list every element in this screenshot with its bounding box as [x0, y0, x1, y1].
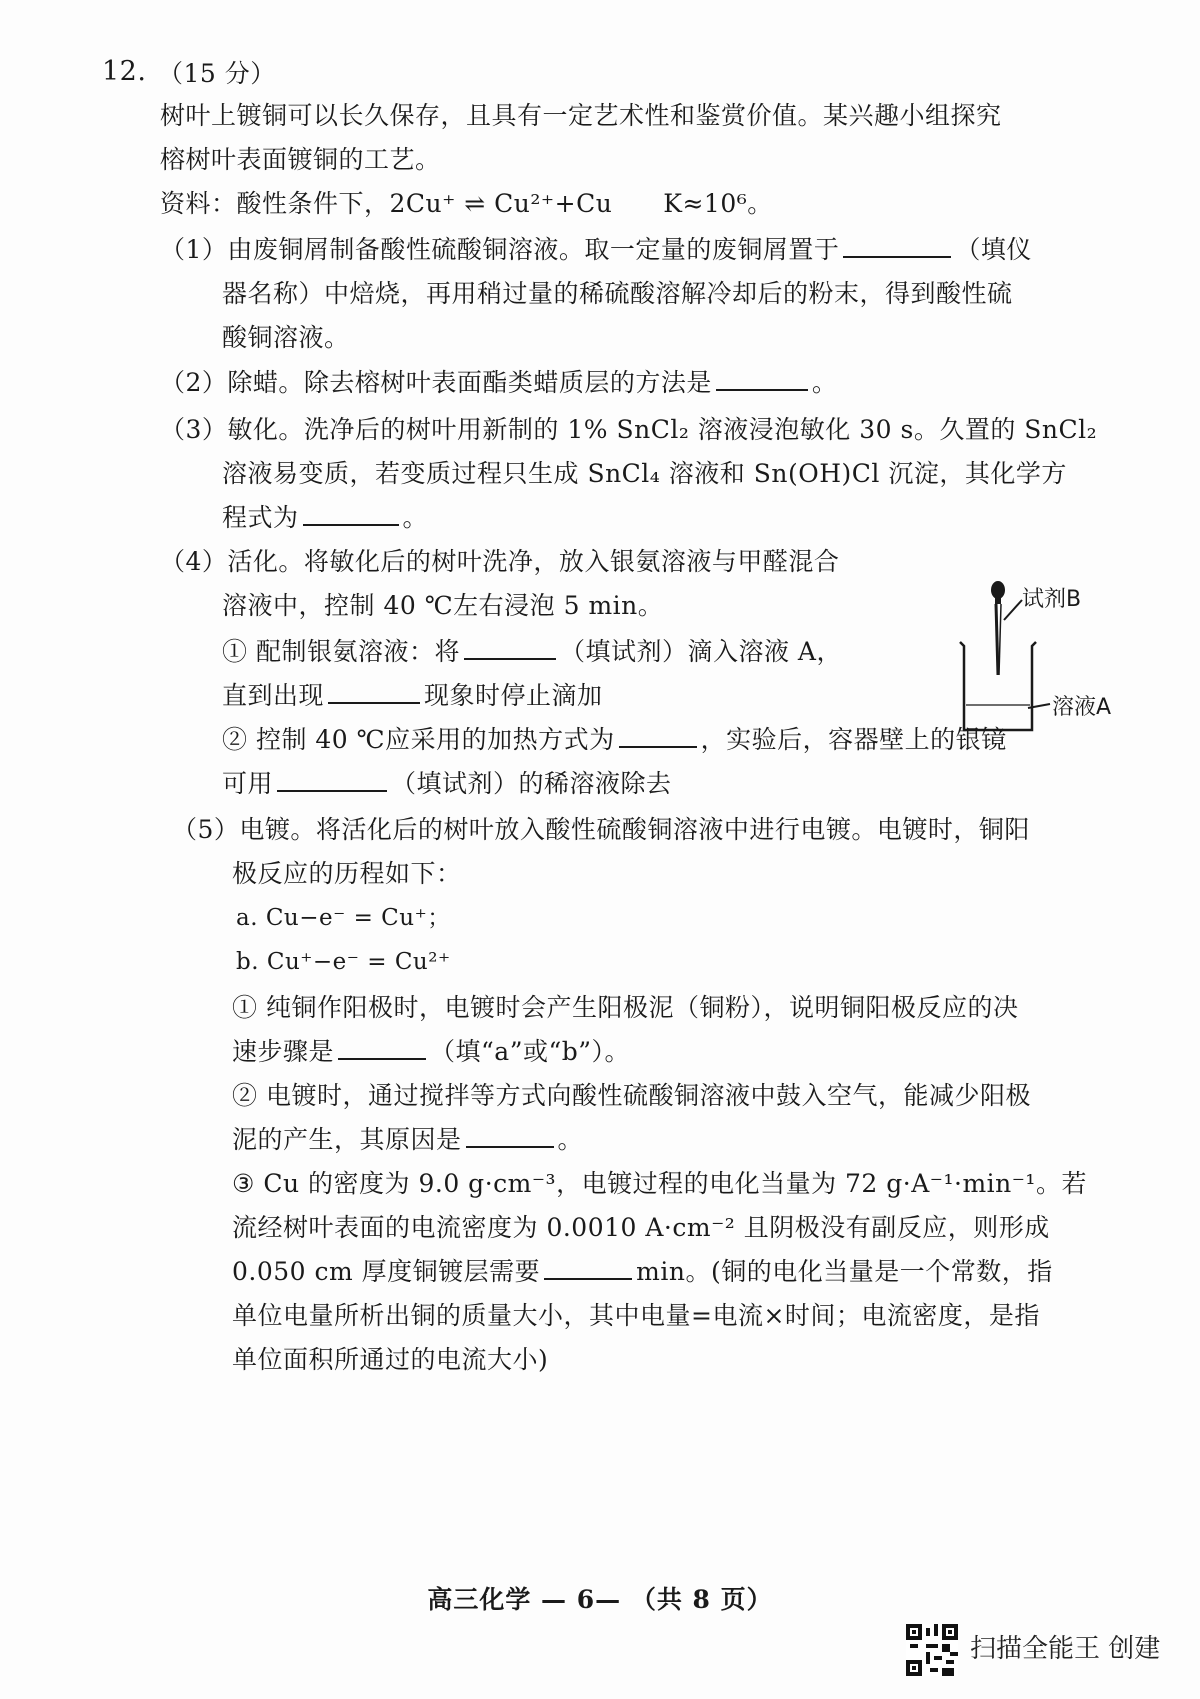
part4-reagent-blank[interactable]	[464, 636, 556, 660]
part5-reason-blank[interactable]	[466, 1124, 554, 1148]
part4-line-4	[222, 678, 603, 714]
qr-code-icon	[906, 1624, 958, 1676]
part5-text-h2: 。	[557, 1125, 584, 1154]
part4-heating-blank[interactable]	[619, 724, 697, 748]
part1-line-1	[160, 232, 1032, 268]
part5-line-10: 流经树叶表面的电流密度为 0.0010 A·cm⁻² 且阴极没有副反应，则形成	[232, 1213, 1050, 1242]
part3-line-2: 溶液易变质，若变质过程只生成 SnCl₄ 溶液和 Sn(OH)Cl 沉淀，其化学方	[222, 459, 1067, 488]
part5-line-11	[232, 1254, 1053, 1290]
part4-line-3	[222, 634, 842, 670]
part1-answer-blank[interactable]	[843, 234, 951, 258]
part5-time-blank[interactable]	[544, 1256, 632, 1280]
part5-line-5: ① 纯铜作阳极时，电镀时会产生阳极泥（铜粉），说明铜阳极反应的决	[232, 993, 1019, 1022]
part4-text-c1: ① 配制银氨溶液：将	[222, 637, 460, 666]
part1-text-a: （1）由废铜屑制备酸性硫酸铜溶液。取一定量的废铜屑置于	[160, 235, 840, 264]
part4-text-c2: （填试剂）滴入溶液 A，	[559, 637, 842, 666]
part3-answer-blank[interactable]	[303, 502, 399, 526]
part5-line-2: 极反应的历程如下：	[232, 859, 462, 888]
part2-text-a: （2）除蜡。除去榕树叶表面酯类蜡质层的方法是	[160, 368, 712, 397]
part4-text-f1: 可用	[222, 769, 274, 798]
part5-text-k2: min。(铜的电化当量是一个常数，指	[636, 1257, 1053, 1286]
part5-line-7: ② 电镀时，通过搅拌等方式向酸性硫酸铜溶液中鼓入空气，能减少阳极	[232, 1081, 1031, 1110]
scanner-watermark: 扫描全能王 创建	[970, 1634, 1161, 1664]
part5-line-13: 单位面积所通过的电流大小)	[232, 1345, 549, 1374]
part5-line-1: （5）电镀。将活化后的树叶放入酸性硫酸铜溶液中进行电镀。电镀时，铜阳	[172, 815, 1030, 844]
part2-text-b: 。	[811, 368, 838, 397]
part5-text-f1: 速步骤是	[232, 1037, 335, 1066]
part5-text-h1: 泥的产生，其原因是	[232, 1125, 462, 1154]
part5-text-f2: （填“a”或“b”）。	[430, 1037, 631, 1066]
part4-text-e2: ，实验后，容器壁上的银镜	[700, 725, 1007, 754]
info-line: 资料：酸性条件下，2Cu⁺ ⇌ Cu²⁺+Cu K≈10⁶。	[160, 189, 773, 218]
reagent-b-label: 试剂B	[1022, 587, 1082, 612]
dropper-icon	[991, 581, 1005, 675]
part1-line-2: 器名称）中焙烧，再用稍过量的稀硫酸溶解冷却后的粉末，得到酸性硫	[222, 279, 1013, 308]
question-number: 12.	[102, 56, 147, 87]
part4-line-1: （4）活化。将敏化后的树叶洗净，放入银氨溶液与甲醛混合	[160, 547, 840, 576]
reagent-pointer	[1004, 600, 1022, 620]
part5-step-a: a. Cu−e⁻ = Cu⁺；	[236, 905, 451, 931]
part3-text-d: 。	[402, 503, 429, 532]
part5-text-k1: 0.050 cm 厚度铜镀层需要	[232, 1257, 541, 1286]
part2-line	[160, 365, 837, 401]
part5-line-9: ③ Cu 的密度为 9.0 g·cm⁻³，电镀过程的电化当量为 72 g·A⁻¹·min⁻¹。若	[232, 1169, 1087, 1198]
part5-line-8	[232, 1122, 583, 1158]
intro-line-1: 树叶上镀铜可以长久保存，且具有一定艺术性和鉴赏价值。某兴趣小组探究	[160, 101, 1002, 130]
part4-text-e1: ② 控制 40 ℃应采用的加热方式为	[222, 725, 615, 754]
page-footer: 高三化学 — 6— （共 8 页）	[427, 1585, 773, 1614]
part5-step-blank[interactable]	[338, 1036, 426, 1060]
part4-text-f2: （填试剂）的稀溶液除去	[391, 769, 672, 798]
part4-silver-removal-blank[interactable]	[277, 768, 387, 792]
part4-line-5	[222, 722, 1007, 758]
part2-answer-blank[interactable]	[716, 367, 808, 391]
part5-line-6	[232, 1034, 630, 1070]
part4-text-d2: 现象时停止滴加	[424, 681, 603, 710]
part5-step-b: b. Cu⁺−e⁻ = Cu²⁺	[236, 949, 451, 975]
part3-line-3	[222, 500, 428, 536]
solution-a-label: 溶液A	[1052, 695, 1112, 720]
part5-line-12: 单位电量所析出铜的质量大小，其中电量=电流×时间；电流密度，是指	[232, 1301, 1040, 1330]
part4-line-2: 溶液中，控制 40 ℃左右浸泡 5 min。	[222, 591, 664, 620]
part1-text-b: （填仪	[955, 235, 1032, 264]
part4-phenomenon-blank[interactable]	[328, 680, 420, 704]
part4-text-d1: 直到出现	[222, 681, 325, 710]
question-score: （15 分）	[158, 59, 276, 88]
intro-line-2: 榕树叶表面镀铜的工艺。	[160, 145, 441, 174]
part1-line-3: 酸铜溶液。	[222, 323, 350, 352]
part3-line-1: （3）敏化。洗净后的树叶用新制的 1% SnCl₂ 溶液浸泡敏化 30 s。久置的 SnCl₂	[160, 415, 1098, 444]
part4-line-6	[222, 766, 672, 802]
part3-text-c: 程式为	[222, 503, 299, 532]
